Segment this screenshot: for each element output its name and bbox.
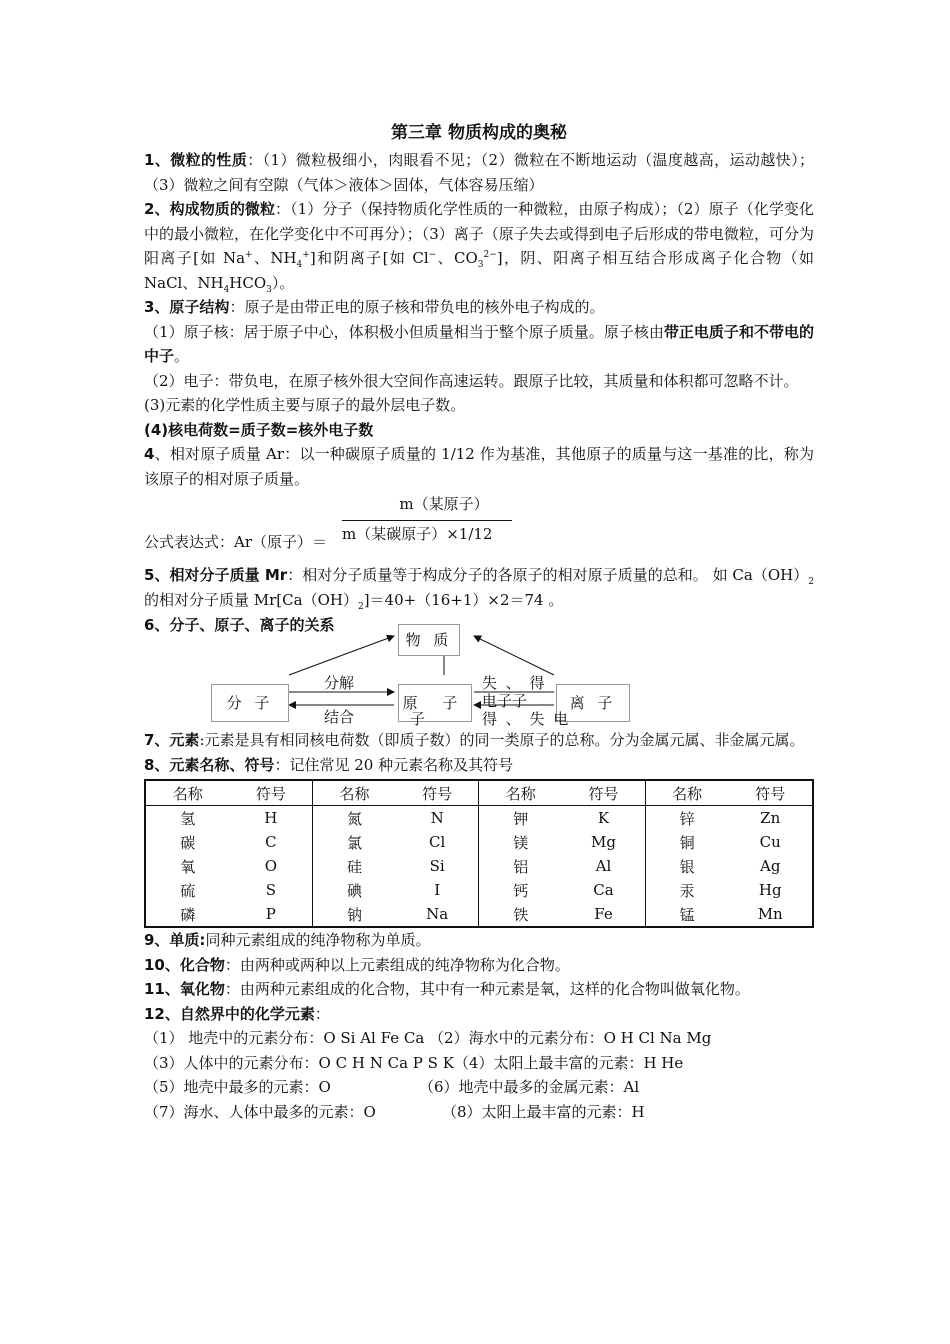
section-6-heading: 6、分子、原子、离子的关系 — [144, 616, 335, 634]
particle-relationship-diagram — [144, 612, 814, 728]
section-9: 9、单质:同种元素组成的纯净物称为单质。 — [144, 931, 431, 949]
section-2-heading: 2、构成物质的微粒 — [144, 200, 276, 218]
electron-label: 电子子 — [482, 692, 528, 710]
column-header: 名称 — [645, 780, 728, 806]
section-12-line-1: （1） 地壳中的元素分布：O Si Al Fe Ca （2）海水中的元素分布：O H Cl Na Mg — [144, 1029, 712, 1047]
section-2: 2、构成物质的微粒：（1）分子（保持物质化学性质的一种微粒，由原子构成）；（2）原子（化学变化中的最小微粒，在化学变化中不可再分）；（3）离子（原子失去或得到电子后形成的带电微粒，可分为阳离子[如 Na+、$NH_4^+$]和阴离子[如 Cl−、$CO_3^{2-}$]，阴、阳离子相互结合形成离子化合物（如 NaCl、$NH_4HCO_3$）。 — [144, 200, 814, 295]
section-8: 8、元素名称、符号：记住常见 20 种元素名称及其符号 — [144, 755, 514, 774]
column-header: 符号 — [230, 780, 313, 806]
table-row: 碳 C 氯 Cl 镁 Mg 铜 Cu — [145, 830, 813, 854]
table-row: 氢 H 氮 N 钾 K 锌 Zn — [145, 806, 813, 831]
column-header: 名称 — [313, 780, 396, 806]
section-12-line-2: （3）人体中的元素分布：O C H N Ca P S K（4）太阳上最丰富的元素：H He — [144, 1053, 684, 1072]
section-11-heading: 11、氧化物 — [144, 980, 225, 998]
section-12-line-3: （5）地壳中最多的元素：O （6）地壳中最多的金属元素：Al — [144, 1078, 640, 1096]
section-7-heading: 7、元素 — [144, 731, 200, 749]
section-10-heading: 10、化合物 — [144, 955, 225, 974]
formula-denominator: m（某碳原子）×1/12 — [342, 525, 493, 543]
formula-numerator: m（某原子） — [399, 495, 489, 513]
section-8-heading: 8、元素名称、符号 — [144, 755, 275, 774]
substance-box: 物 质 — [398, 624, 460, 656]
section-1 — [144, 148, 814, 197]
column-header: 符号 — [728, 780, 813, 806]
document-page — [144, 118, 814, 1124]
section-5-heading: 5、相对分子质量 Mr — [144, 566, 288, 584]
combine-label: 结合 — [324, 708, 355, 726]
section-4: 4、相对原子质量 Ar：以一种碳原子质量的 1/12 作为基准，其他原子的质量与这一基准的比，称为该原子的相对原子质量。 — [144, 445, 814, 488]
section-12: 12、自然界中的化学元素： — [144, 1004, 330, 1023]
section-9-heading: 9、单质: — [144, 931, 206, 949]
table-row: 硫 S 碘 I 钙 Ca 汞 Hg — [145, 878, 813, 902]
section-10: 10、化合物：由两种或两种以上元素组成的纯净物称为化合物。 — [144, 955, 570, 974]
table-header-row — [145, 780, 813, 806]
relative-atomic-mass-formula — [144, 491, 814, 563]
section-12-heading: 12、自然界中的化学元素 — [144, 1004, 315, 1023]
molecule-box: 分 子 — [211, 684, 289, 722]
section-1-text: ：（1）微粒极细小，肉眼看不见；（2）微粒在不断地运动（温度越高，运动越快）；（3）微粒之间有空隙（气体＞液体＞固体，气体容易压缩） — [144, 151, 814, 194]
column-header: 名称 — [145, 780, 230, 806]
section-12-line-4: （7）海水、人体中最多的元素：O （8）太阳上最丰富的元素：H — [144, 1102, 645, 1121]
section-1-heading: 1、微粒的性质 — [144, 151, 248, 169]
section-4-heading: 4 — [144, 445, 155, 463]
section-3: 3、原子结构：原子是由带正电的原子核和带负电的核外电子构成的。 — [144, 298, 605, 316]
section-3-item-4: (4)核电荷数=质子数=核外电子数 — [144, 420, 374, 439]
section-7: 7、元素:元素是具有相同核电荷数（即质子数）的同一类原子的总称。分为金属元属、非金属元属。 — [144, 731, 805, 749]
section-3-item-3: (3)元素的化学性质主要与原子的最外层电子数。 — [144, 396, 466, 414]
lose-gain-label: 失 、 得 — [482, 674, 547, 692]
table-row: 氧 O 硅 Si 铝 Al 银 Ag — [145, 854, 813, 878]
column-header: 名称 — [479, 780, 562, 806]
formula-label: 公式表达式：Ar（原子）＝ — [144, 533, 328, 551]
column-header: 符号 — [562, 780, 645, 806]
fraction-bar — [342, 520, 512, 521]
column-header: 符号 — [396, 780, 479, 806]
section-3-heading: 3、原子结构 — [144, 298, 230, 316]
decompose-label: 分解 — [324, 674, 355, 692]
section-11: 11、氧化物：由两种元素组成的化合物，其中有一种元素是氧，这样的化合物叫做氧化物。 — [144, 980, 750, 998]
ion-box: 离 子 — [556, 684, 630, 722]
page-title: 第三章 物质构成的奥秘 — [391, 123, 567, 143]
atom-zi-label: 子 — [410, 710, 426, 728]
atom-box: 原 子 — [398, 684, 472, 722]
section-3-item-1: （1）原子核：居于原子中心，体积极小但质量相当于整个原子质量。原子核由带正电质子和不带电的中子。 — [144, 322, 814, 365]
table-row: 磷 P 钠 Na 铁 Fe 锰 Mn — [145, 902, 813, 927]
section-5: 5、相对分子质量 Mr：相对分子质量等于构成分子的各原子的相对原子质量的总和。 如 $Ca(OH)_2$的相对分子质量 $Mr[Ca(OH)_2]=40+(16+1)\times 2=74$ 。 — [144, 566, 814, 612]
gain-lose-label: 得 、 失 电 — [482, 710, 571, 728]
section-3-item-2: （2）电子：带负电，在原子核外很大空间作高速运转。跟原子比较，其质量和体积都可忽略不计。 — [144, 371, 799, 390]
element-table — [144, 779, 814, 928]
